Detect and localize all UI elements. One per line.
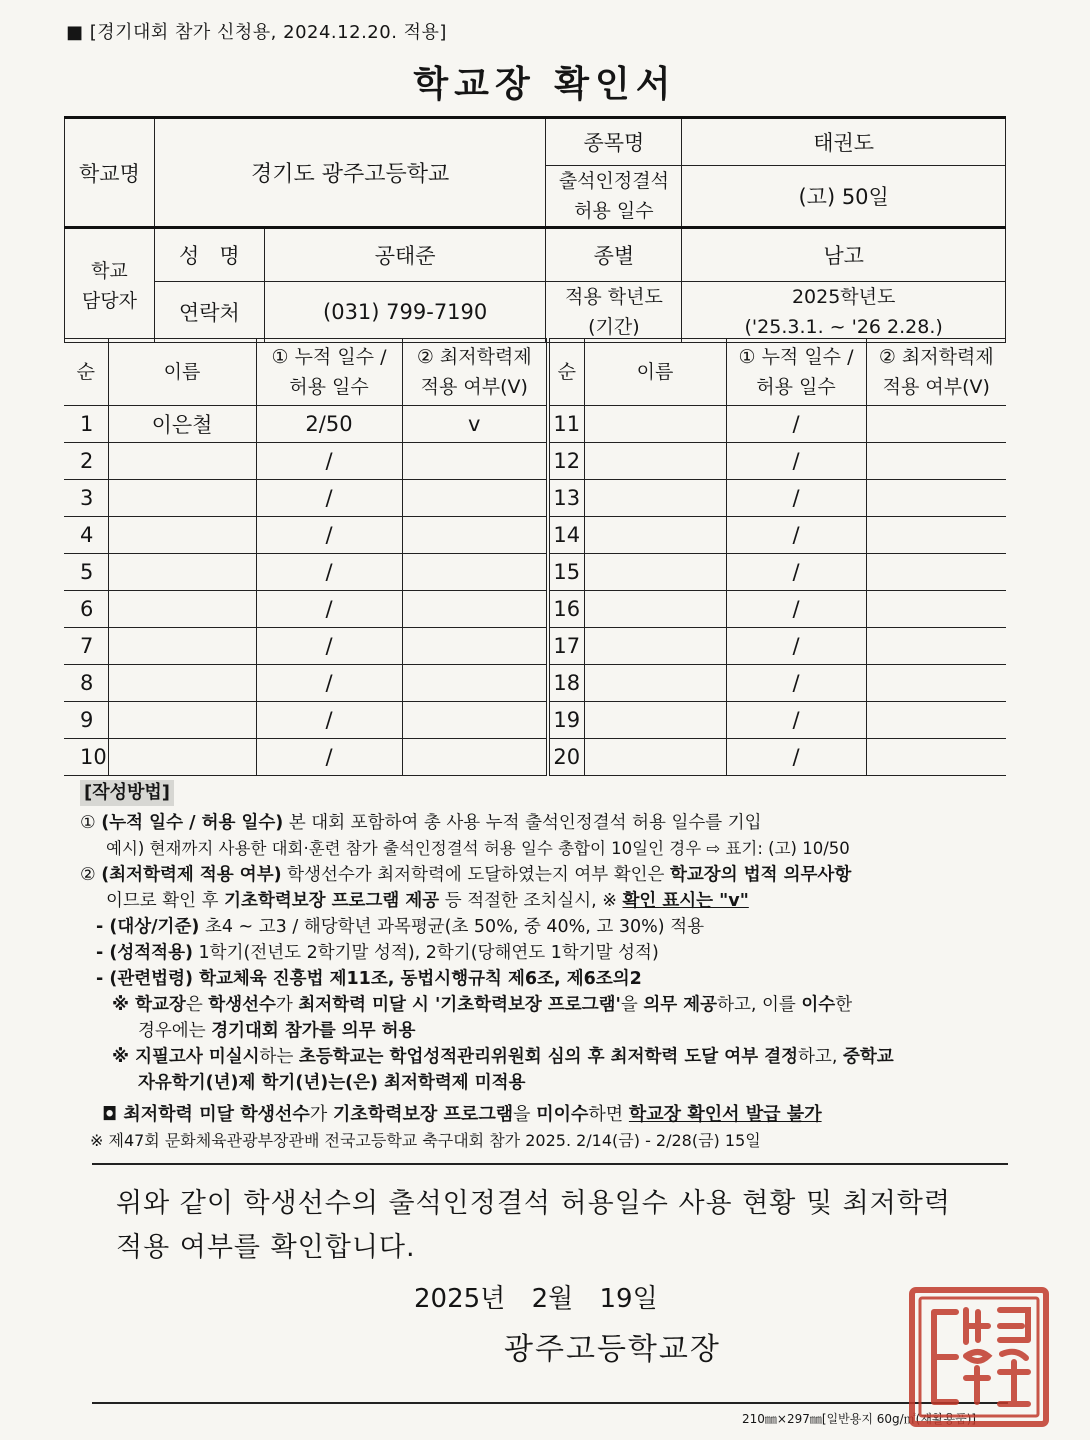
roster-min-check-right [866,665,1006,702]
roster-min-check-right [866,443,1006,480]
roster-name [108,480,256,517]
roster-name [108,665,256,702]
roster-name [108,517,256,554]
roster-name [108,554,256,591]
roster-min-check-right [866,702,1006,739]
col-min-header-right-line1: ② 최저학력제 [878,346,994,368]
method-2-num: ② [80,865,96,885]
col-days-header [256,339,402,406]
col-seq-header: 순 [64,339,108,406]
roster-days: / [256,739,402,776]
paper-spec-note: 210㎜×297㎜[일반용지 60g/㎡(재활용품)] [742,1412,977,1426]
roster-seq: 5 [64,554,108,591]
sport-value: 태권도 [682,118,1006,166]
note-1-l: 경기대회 참가를 의무 허용 [211,1021,416,1041]
roster-seq: 8 [64,665,108,702]
roster-seq-right: 19 [548,702,584,739]
col-min-header-right-line2: 적용 여부(V) [882,376,990,398]
roster-seq-right: 15 [548,554,584,591]
table-row [64,480,1006,517]
roster-seq-right: 14 [548,517,584,554]
roster-min-check [402,443,548,480]
col-name-header: 이름 [108,339,256,406]
roster-days: / [256,591,402,628]
year-value [682,282,1006,343]
detail-1-bold: - (대상/기준) [96,917,200,937]
footnote: ※ 제47회 문화체육관광부장관배 전국고등학교 축구대회 참가 2025. 2/14(금) - 2/28(금) 15일 [90,1131,761,1150]
date-day: 19일 [599,1284,658,1314]
roster-name-right [584,628,726,665]
roster-seq-right: 18 [548,665,584,702]
warning-g: 하면 [588,1104,629,1125]
col-days-header-right-line2: 허용 일수 [756,376,836,398]
note-1-k: 경우에는 [138,1021,212,1041]
document-title: 학교장 확인서 [413,64,677,105]
roster-seq: 7 [64,628,108,665]
roster-min-check [402,517,548,554]
roster-min-check-right [866,739,1006,776]
roster-min-check-right [866,406,1006,443]
warning-d: 기초학력보장 프로그램 [332,1104,514,1125]
detail-1-text: 초4 ~ 고3 / 해당학년 과목평균(초 50%, 중 40%, 고 30%) 적용 [199,917,704,937]
statement-line-2: 적용 여부를 확인합니다. [116,1232,416,1263]
roster-days: / [256,517,402,554]
roster-days: 2/50 [256,406,402,443]
detail-2-text: 1학기(전년도 2학기말 성적), 2학기(당해연도 1학기말 성적) [192,943,659,963]
allowed-days-label [546,166,682,228]
table-row [64,443,1006,480]
method-1-num: ① [80,813,96,833]
note-1-j: 한 [835,995,853,1015]
sport-label: 종목명 [546,118,682,166]
roster-name [108,628,256,665]
roster-seq: 10 [64,739,108,776]
col-days-header-line1: ① 누적 일수 / [271,346,387,368]
col-days-header-right-line1: ① 누적 일수 / [738,346,854,368]
warning-h: 학교장 확인서 발급 불가 [628,1104,822,1125]
col-days-header-right [726,339,866,406]
note-1-g: 의무 제공 [643,995,718,1015]
principal-signature-name: 광주고등학교장 [504,1332,721,1367]
col-min-header-line2: 적용 여부(V) [420,376,528,398]
method-2-bold-b: 학교장의 법적 의무사항 [670,865,852,885]
confirmation-statement [116,1182,951,1270]
school-label: 학교명 [65,118,155,228]
roster-days: / [256,665,402,702]
method-2-text-a: 학생선수가 최저학력에 도달하였는지 여부 확인은 [281,865,670,885]
note-2-f: 자유학기(년)제 학기(년)는(은) 최저학력제 미적용 [138,1073,526,1093]
note-1-a: ※ 학교장 [112,995,186,1015]
method-heading: [작성방법] [80,780,174,806]
roster-seq-right: 11 [548,406,584,443]
method-1-text: 본 대회 포함하여 총 사용 누적 출석인정결석 허용 일수를 기입 [283,813,762,833]
table-row [64,591,1006,628]
roster-days-right: / [726,739,866,776]
table-row [64,739,1006,776]
roster-days-right: / [726,665,866,702]
roster-min-check: v [402,406,548,443]
table-row [64,406,1006,443]
table-row [64,554,1006,591]
roster-seq: 2 [64,443,108,480]
roster-name-right [584,702,726,739]
date-year: 2025년 [414,1284,506,1314]
issue-date [414,1278,658,1315]
roster-min-check [402,591,548,628]
note-1-h: 하고, 이를 [717,995,802,1015]
note-1-b: 은 [185,995,209,1015]
roster-name [108,739,256,776]
roster-min-check [402,628,548,665]
method-1-example: 예시) 현재까지 사용한 대회·훈련 참가 출석인정결석 허용 일수 총합이 10일인 경우 ⇨ 표기: (고) 10/50 [106,839,850,858]
roster-name [108,702,256,739]
roster-name-right [584,739,726,776]
detail-3-text: - (관련법령) 학교체육 진흥법 제11조, 동법시행규칙 제6조, 제6조의2 [96,969,642,989]
roster-min-check-right [866,554,1006,591]
roster-seq-right: 20 [548,739,584,776]
warning-b: 학생선수 [240,1104,310,1125]
year-value-line2: ('25.3.1. ~ '26 2.28.) [744,316,943,338]
roster-days-right: / [726,406,866,443]
note-1-f: 을 [620,995,644,1015]
roster-name [108,443,256,480]
method-2-text-c: 이므로 확인 후 [106,891,225,911]
roster-days-right: / [726,517,866,554]
warning-c: 가 [309,1104,333,1125]
name-value: 공태준 [264,228,546,282]
roster-days-right: / [726,591,866,628]
gender-value: 남고 [682,228,1006,282]
table-row [64,665,1006,702]
student-roster-table [64,338,1006,776]
roster-min-check-right [866,480,1006,517]
school-name: 경기도 광주고등학교 [154,118,546,228]
roster-name: 이은철 [108,406,256,443]
col-days-header-line2: 허용 일수 [289,376,369,398]
roster-days-right: / [726,702,866,739]
roster-seq: 4 [64,517,108,554]
warning-f: 미이수 [536,1104,589,1125]
name-label: 성 명 [154,228,264,282]
roster-days-right: / [726,443,866,480]
note-1-c: 학생선수 [208,995,276,1015]
note-1-e: 최저학력 미달 시 '기초학력보장 프로그램' [298,995,621,1015]
roster-days: / [256,702,402,739]
method-2-bold: (최저학력제 적용 여부) [101,865,282,885]
roster-seq-right: 16 [548,591,584,628]
allowed-days-label-line2: 허용 일수 [574,200,654,222]
contact-value: (031) 799-7190 [264,282,546,343]
allowed-days-value: (고) 50일 [682,166,1006,228]
roster-days: / [256,480,402,517]
table-row [64,702,1006,739]
roster-days: / [256,628,402,665]
roster-min-check [402,665,548,702]
official-seal-stamp [904,1282,1054,1432]
roster-seq: 1 [64,406,108,443]
divider-top [92,1163,1008,1165]
roster-min-check-right [866,628,1006,665]
allowed-days-label-line1: 출석인정결석 [558,170,669,192]
roster-name [108,591,256,628]
roster-seq: 3 [64,480,108,517]
col-min-header [402,339,548,406]
roster-seq-right: 13 [548,480,584,517]
note-2-d: 하고, [798,1047,843,1067]
writing-method-section [80,780,1010,1154]
table-row [64,517,1006,554]
roster-seq: 6 [64,591,108,628]
manager-label-line1: 학교 [91,259,128,282]
year-label-line1: 적용 학년도 [564,286,663,308]
roster-name-right [584,480,726,517]
note-2-b: 하는 [259,1047,299,1067]
note-2-c: 초등학교는 학업성적관리위원회 심의 후 최저학력 도달 여부 결정 [298,1047,799,1067]
roster-days-right: / [726,628,866,665]
statement-line-1: 위와 같이 학생선수의 출석인정결석 허용일수 사용 현황 및 최저학력 [116,1188,951,1219]
manager-label [65,228,155,343]
col-name-header-right: 이름 [584,339,726,406]
roster-min-check [402,554,548,591]
roster-min-check [402,702,548,739]
roster-seq-right: 17 [548,628,584,665]
contact-label: 연락처 [154,282,264,343]
detail-2-bold: - (성적적용) [96,943,193,963]
roster-name-right [584,665,726,702]
roster-days: / [256,443,402,480]
year-label-line2: (기간) [588,316,640,338]
note-2-a: ※ 지필고사 미실시 [112,1047,260,1067]
roster-min-check-right [866,591,1006,628]
note-2-e: 중학교 [842,1047,894,1067]
warning-a: ◘ 최저학력 미달 [102,1104,241,1125]
manager-label-line2: 담당자 [81,289,137,312]
year-value-line1: 2025학년도 [791,286,896,308]
col-min-header-right [866,339,1006,406]
form-tag: ■ [경기대회 참가 신청용, 2024.12.20. 적용] [66,22,447,43]
year-label [546,282,682,343]
roster-body [64,406,1006,776]
date-month: 2월 [531,1284,574,1314]
roster-seq: 9 [64,702,108,739]
roster-header-row [64,339,1006,406]
roster-days-right: / [726,554,866,591]
col-min-header-line1: ② 최저학력제 [416,346,532,368]
warning-e: 을 [513,1104,537,1125]
roster-seq-right: 12 [548,443,584,480]
method-2-bold-d: 기초학력보장 프로그램 제공 [224,891,440,911]
method-1-bold: (누적 일수 / 허용 일수) [101,813,284,833]
roster-name-right [584,554,726,591]
roster-name-right [584,443,726,480]
gender-label: 종별 [546,228,682,282]
roster-name-right [584,406,726,443]
method-2-bold-f: 확인 표시는 "v" [622,891,749,911]
col-seq-header-right: 순 [548,339,584,406]
roster-name-right [584,517,726,554]
table-row [64,628,1006,665]
note-1-d: 가 [275,995,299,1015]
roster-min-check [402,739,548,776]
school-info-table [64,116,1006,343]
note-1-i: 이수 [801,995,836,1015]
roster-min-check-right [866,517,1006,554]
divider-bottom [92,1402,1008,1404]
roster-name-right [584,591,726,628]
method-2-text-e: 등 적절한 조치실시, ※ [439,891,623,911]
roster-days-right: / [726,480,866,517]
roster-min-check [402,480,548,517]
roster-days: / [256,554,402,591]
